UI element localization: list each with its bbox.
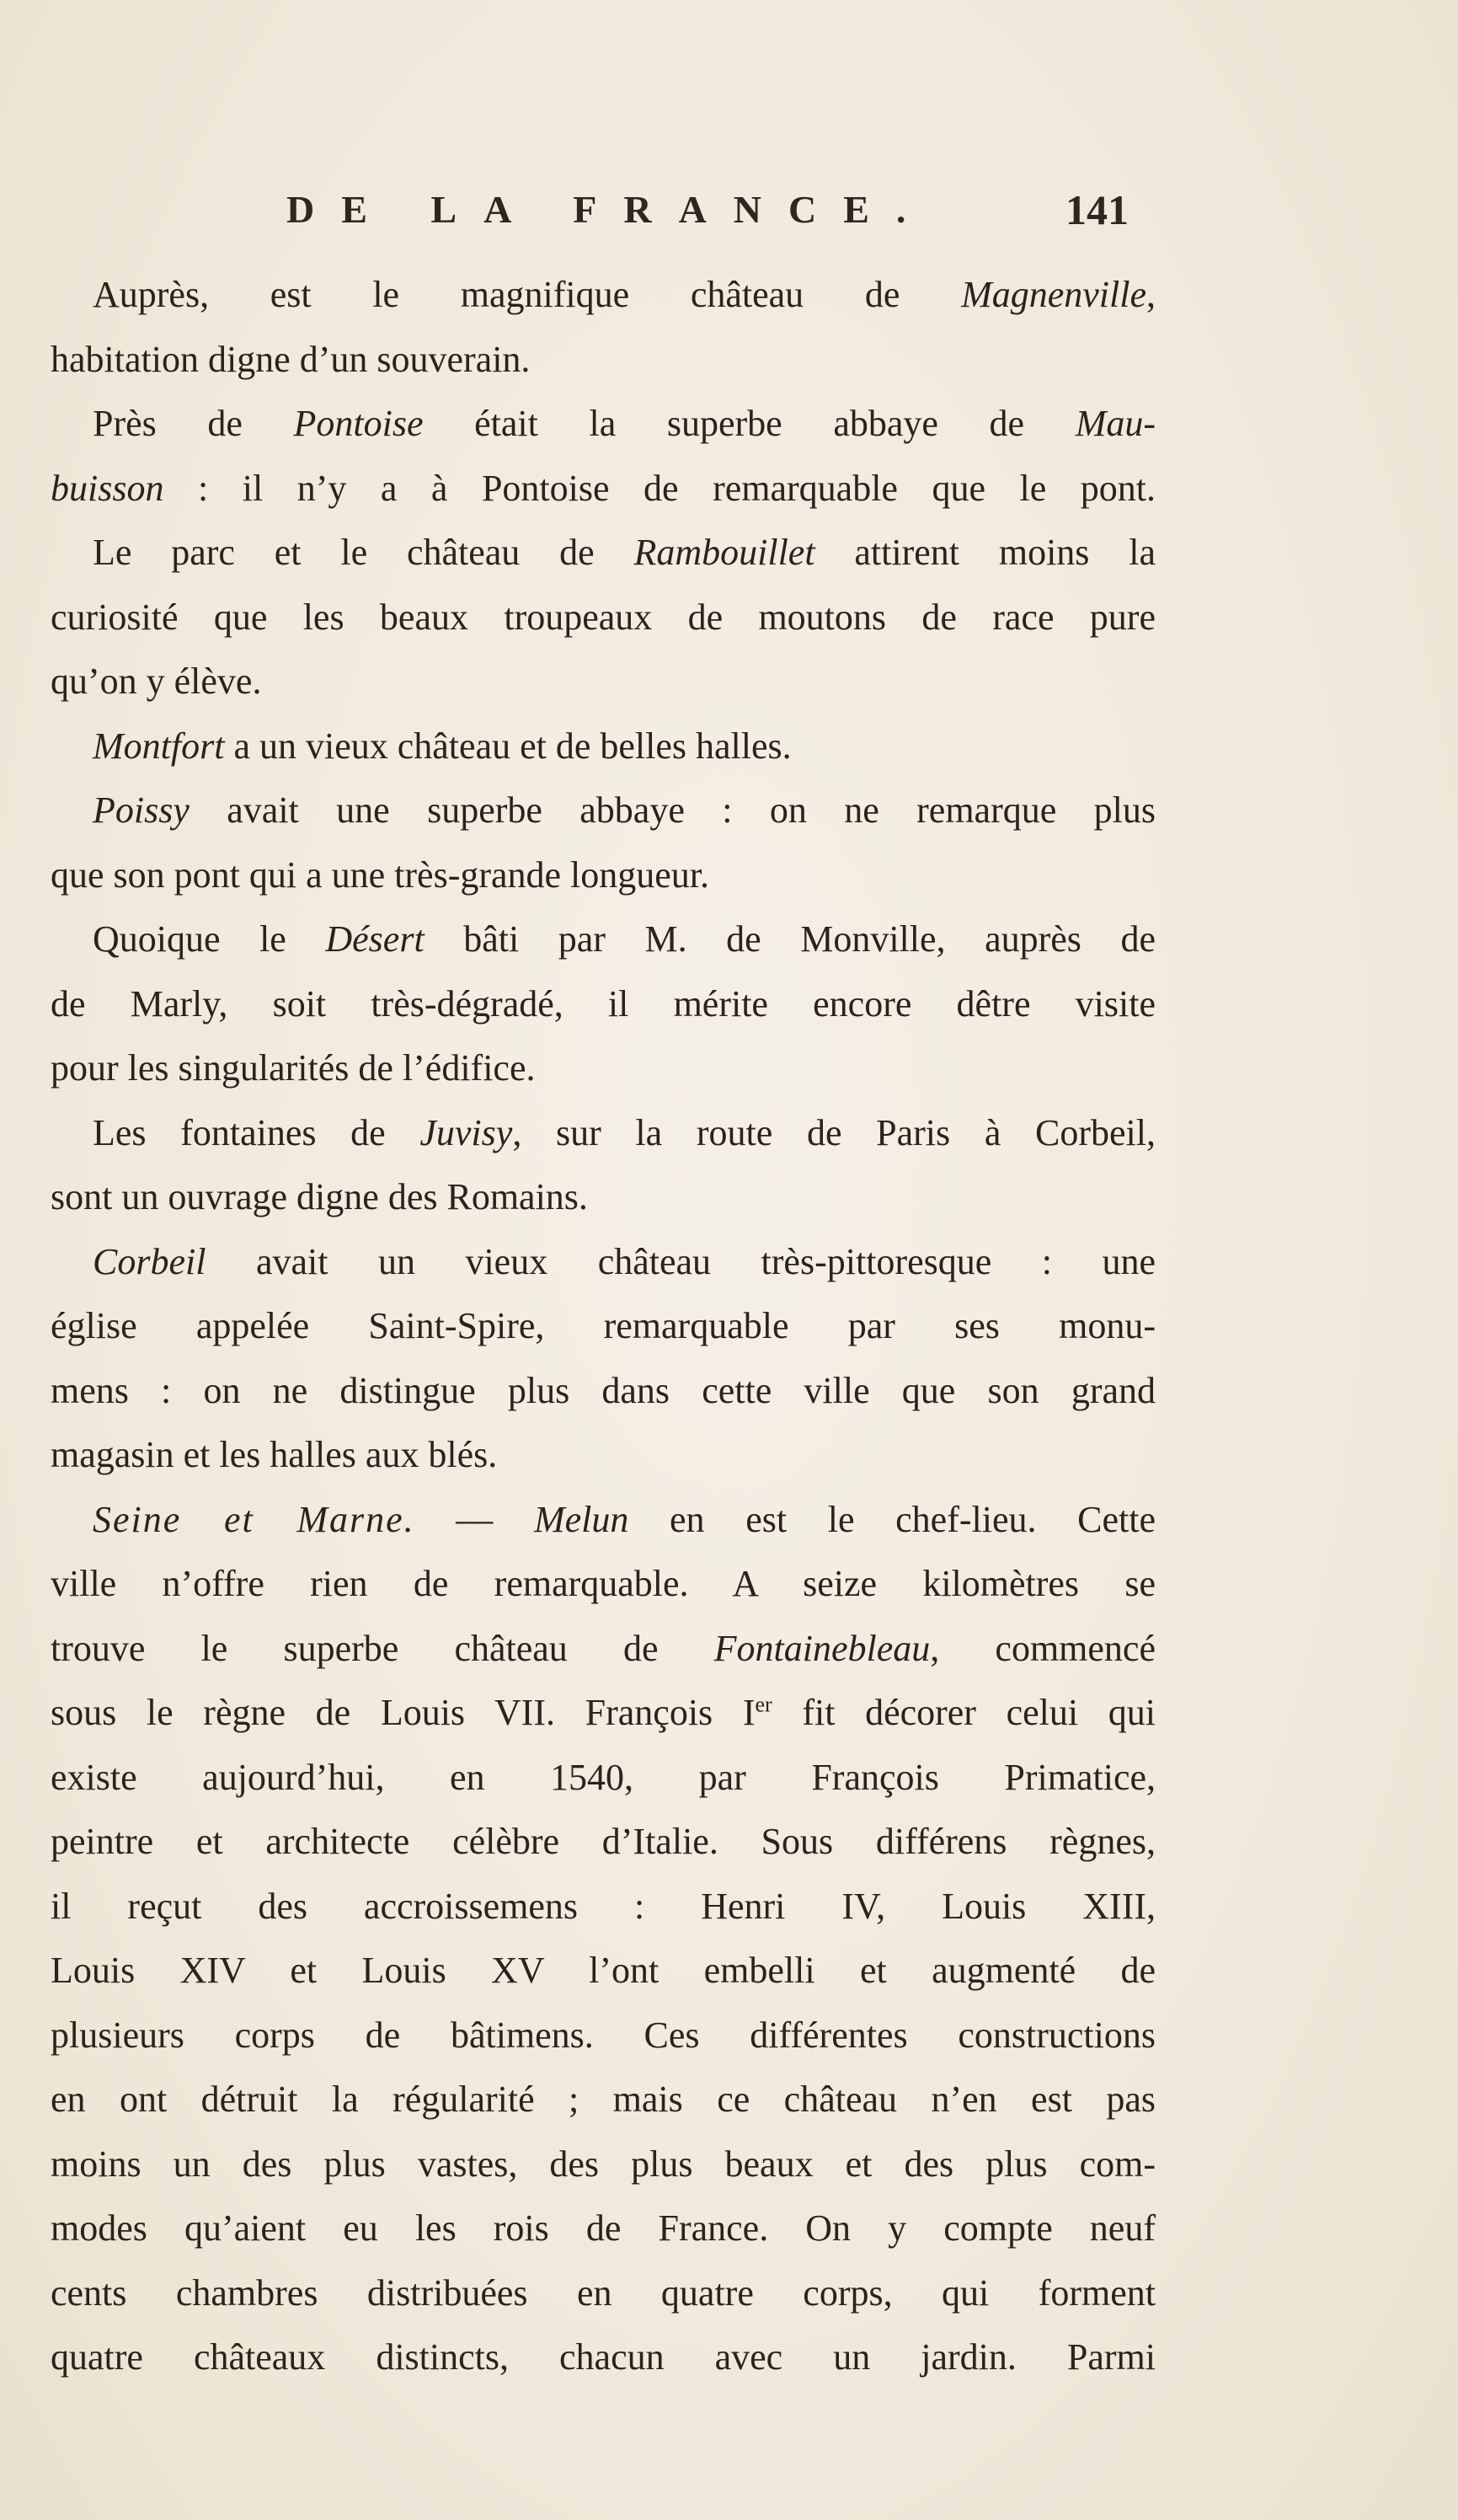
text-line [51,1047,1156,1089]
text-line [51,1305,1156,1346]
italic-text: Rambouillet [633,532,815,573]
text-line [51,1823,1156,1860]
text-span: peintre et architecte célèbre d’Italie. Sous différens règnes, [51,1821,1156,1862]
superscript: er [755,1692,772,1717]
italic-text: Melun [533,1498,629,1540]
italic-text: Corbeil [93,1240,206,1282]
running-title: DE LA FRANCE. [286,188,933,231]
text-line [93,1240,1156,1282]
page-header [286,187,1129,246]
text-span: existe aujourd’hui, en 1540, par François Primatice, [51,1756,1156,1798]
text-line [51,2014,1156,2056]
text-span: attirent moins la [814,532,1156,573]
italic-text: Fontainebleau [713,1627,931,1669]
italic-text: Mau- [1075,403,1156,444]
text-span: avait une superbe abbaye : on ne remarque plus [189,789,1156,831]
text-span: Louis XIV et Louis XV l’ont embelli et augmenté de [51,1950,1156,1991]
text-line [51,663,1156,700]
text-span: sous le règne de Louis VII. François I [51,1692,756,1733]
text-span: avait un vieux château très-pittoresque : une [206,1240,1156,1282]
italic-text: Juvisy [419,1111,513,1153]
text-span: Auprès, est le magnifique château de [93,274,962,315]
text-line [51,1694,1156,1731]
text-line [93,534,1156,571]
text-line [51,1952,1156,1989]
text-span: en est le chef-lieu. Cette [628,1498,1156,1540]
text-line [51,1434,1156,1475]
text-line [51,2207,1156,2249]
text-span: pour les singularités de l’édifice. [51,1047,536,1089]
text-line [51,1176,1156,1217]
text-span: Les fontaines de [93,1111,420,1153]
text-span: fit décorer celui qui [772,1692,1156,1733]
text-line [51,2143,1156,2185]
text-span: de Marly, soit très-dégradé, il mérite encore dêtre visite [51,982,1156,1025]
text-span: bâti par M. de Monville, auprès de [424,918,1156,960]
text-span: sont un ouvrage digne des Romains. [51,1176,588,1217]
text-line [51,1565,1156,1602]
text-line [51,853,1156,896]
text-line [51,467,1156,509]
text-span: Près de [93,403,294,444]
text-span: Quoique le [93,918,326,960]
text-span: moins un des plus vastes, des plus beaux et des plus com- [51,2143,1156,2185]
text-line [93,1111,1156,1153]
text-line [51,982,1156,1025]
text-line [51,2336,1156,2378]
text-span: modes qu’aient eu les rois de France. On y compte neuf [51,2207,1156,2249]
text-line [51,2081,1156,2118]
text-span: ville n’offre rien de remarquable. A seize kilomètres se [51,1563,1156,1604]
text-span: , sur la route de Paris à Corbeil, [512,1111,1156,1153]
text-line [93,1498,1156,1540]
text-line [93,405,1156,442]
italic-text: buisson [51,467,164,509]
text-span: cents chambres distribuées en quatre corps, qui forment [51,2271,1156,2314]
text-line [93,276,1156,313]
text-span: curiosité que les beaux troupeaux de moutons de race pure [51,596,1156,638]
text-line [51,1756,1156,1798]
text-line [93,918,1156,960]
page-number: 141 [1065,186,1129,233]
text-line [51,1885,1156,1927]
text-line [93,725,1156,767]
department-name: Seine et Marne. [93,1498,415,1540]
text-span: quatre châteaux distincts, chacun avec un jardin. Parmi [51,2336,1156,2378]
text-line [51,2271,1156,2314]
text-span: , commencé [930,1627,1156,1669]
text-span: église appelée Saint-Spire, remarquable par ses monu- [51,1305,1156,1346]
text-span: plusieurs corps de bâtimens. Ces différentes constructions [51,2014,1156,2056]
text-span: en ont détruit la régularité ; mais ce château n’en est pas [51,2079,1156,2120]
italic-text: Montfort [93,725,225,767]
text-line [51,1627,1156,1669]
text-line [51,596,1156,638]
text-span: magasin et les halles aux blés. [51,1434,498,1475]
text-span: : il n’y a à Pontoise de remarquable que le pont. [163,467,1156,509]
italic-text: Magnenville [961,274,1146,315]
text-span: était la superbe abbaye de [423,403,1076,444]
italic-text: Désert [325,918,425,960]
text-span: qu’on y élève. [51,661,262,702]
text-span: il reçut des accroissemens : Henri IV, Louis XIII, [51,1885,1156,1927]
text-span: a un vieux château et de belles halles. [224,725,792,767]
text-span: Le parc et le château de [93,532,634,573]
text-span: — [414,1498,534,1540]
text-span: , [1146,274,1156,315]
italic-text: Pontoise [293,403,424,444]
text-span: mens : on ne distingue plus dans cette ville que son grand [51,1369,1156,1411]
italic-text: Poissy [93,789,190,831]
text-line [93,789,1156,831]
text-span: trouve le superbe château de [51,1627,714,1669]
text-line [51,1369,1156,1411]
text-span: que son pont qui a une très-grande longueur. [51,853,710,896]
text-span: habitation digne d’un souverain. [51,338,531,380]
text-line [51,338,1156,380]
